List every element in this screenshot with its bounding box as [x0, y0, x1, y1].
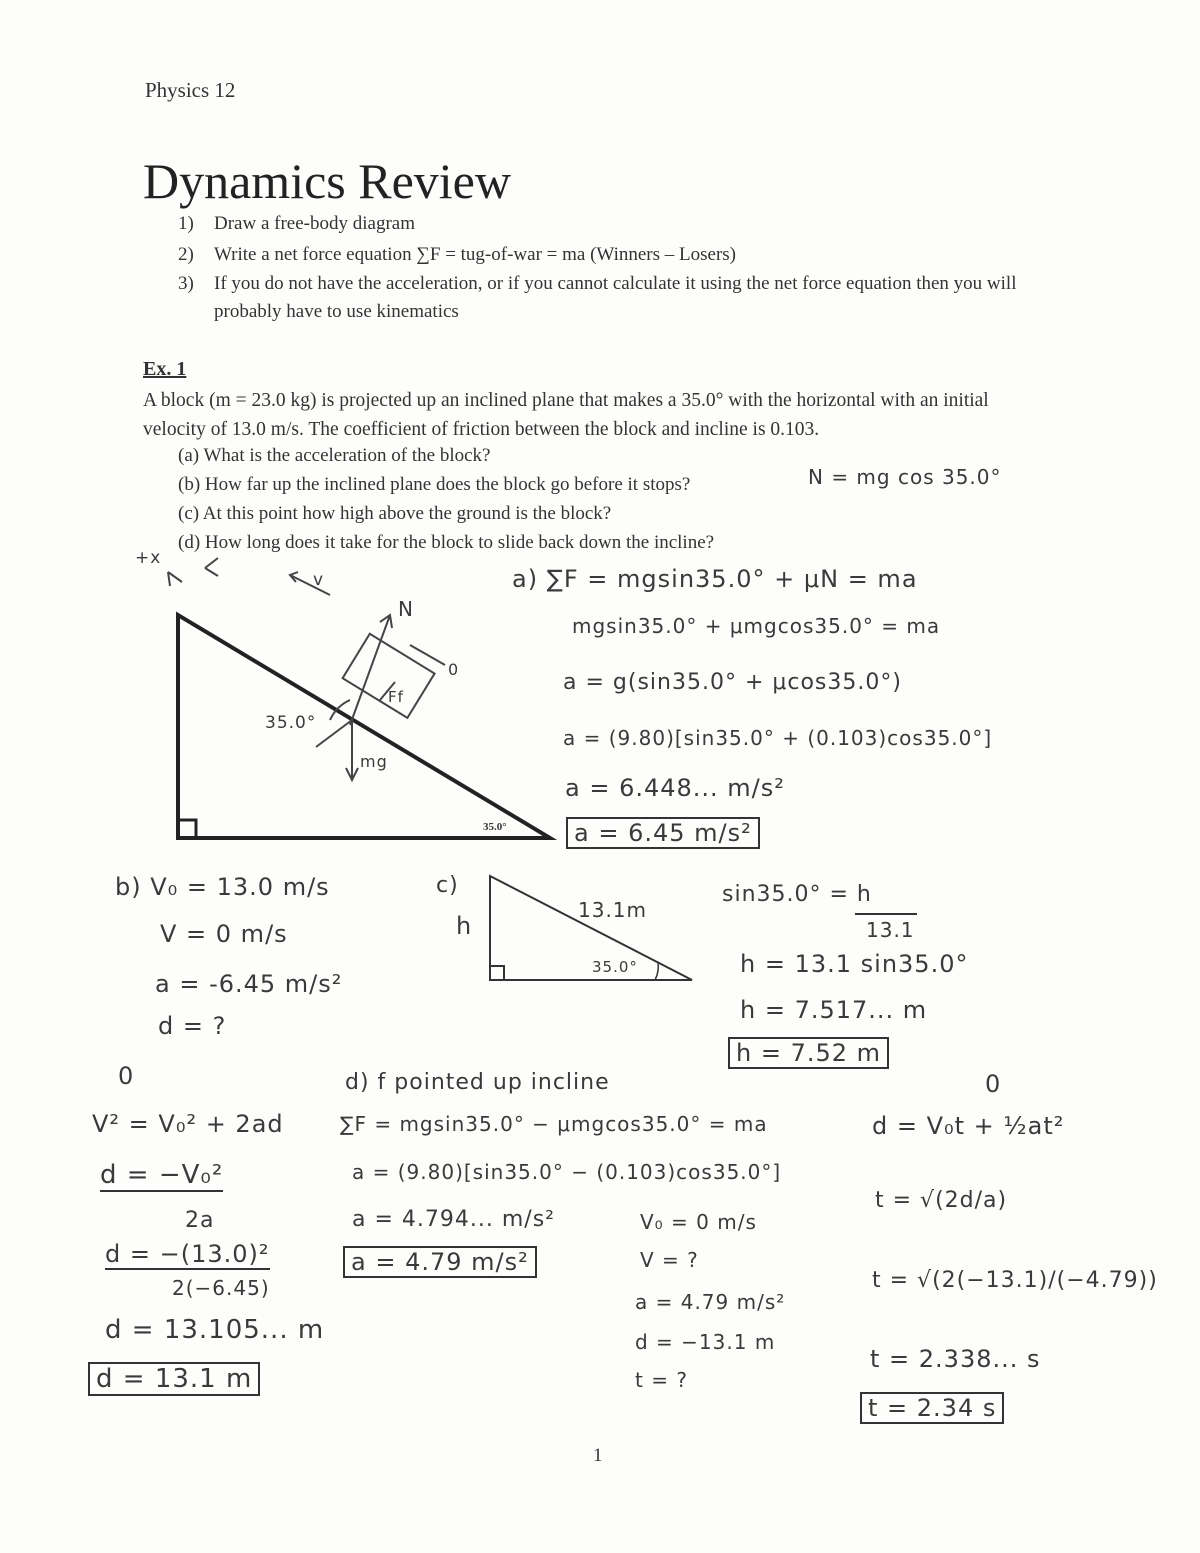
- part-c-label: c): [436, 873, 459, 898]
- axes-arrows: [168, 558, 218, 586]
- part-c-line-1: sin35.0° = h: [722, 882, 872, 907]
- page-title: Dynamics Review: [143, 153, 511, 209]
- axes-label: +x: [135, 548, 162, 568]
- question-d: (d) How long does it take for the block to slide back down the incline?: [178, 532, 715, 553]
- part-a-line-2: mgsin35.0° + μmgcos35.0° = ma: [572, 614, 941, 638]
- step-text: If you do not have the acceleration, or if you cannot calculate it using the net force equation then you will probably have to use kinematics: [214, 273, 1017, 322]
- step-3: [178, 270, 1078, 326]
- part-b-given-3: a = -6.45 m/s²: [155, 970, 343, 998]
- part-d-kin-eq: d = V₀t + ½at²: [872, 1112, 1065, 1140]
- part-d-given-4: d = −13.1 m: [635, 1330, 776, 1354]
- friction-label: Ff: [388, 688, 404, 706]
- friction-arrow: [316, 720, 352, 747]
- fraction-bar: [855, 913, 917, 915]
- part-d-kin-result: t = 2.338... s: [870, 1345, 1041, 1373]
- page-number: 1: [593, 1445, 603, 1466]
- part-d-given-2: V = ?: [640, 1248, 699, 1272]
- hand-angle-label: 35.0°: [265, 713, 317, 733]
- part-d-line-2: ∑F = mgsin35.0° − μmgcos35.0° = ma: [340, 1112, 768, 1136]
- part-d-line-3: a = (9.80)[sin35.0° − (0.103)cos35.0°]: [352, 1160, 782, 1184]
- part-c-hyp-label: 13.1m: [578, 898, 648, 922]
- part-d-kin-t: t = √(2d/a): [875, 1188, 1008, 1213]
- incline-diagram: [120, 550, 570, 850]
- part-a-line-4: a = (9.80)[sin35.0° + (0.103)cos35.0°]: [563, 726, 993, 750]
- question-c: (c) At this point how high above the ground is the block?: [178, 503, 612, 524]
- part-a-line-5: a = 6.448... m/s²: [565, 774, 785, 802]
- part-a-answer: a = 6.45 m/s²: [566, 817, 760, 849]
- question-a: (a) What is the acceleration of the block?: [178, 445, 491, 466]
- part-c-line-3: h = 13.1 sin35.0°: [740, 950, 969, 978]
- part-d-line-1: d) f pointed up incline: [345, 1070, 610, 1095]
- part-b-d-numerator: d = −V₀²: [100, 1160, 224, 1190]
- part-b-sub-numerator: d = −(13.0)²: [105, 1240, 270, 1268]
- part-d-kin-sub: t = √(2(−13.1)/(−4.79)): [872, 1268, 1158, 1293]
- part-b-d-denominator: 2a: [185, 1208, 215, 1233]
- part-c-line-4: h = 7.517... m: [740, 996, 928, 1024]
- part-a-line-3: a = g(sin35.0° + μcos35.0°): [563, 670, 902, 695]
- part-c-line-2: 13.1: [866, 918, 915, 942]
- zero-label: 0: [448, 660, 460, 679]
- step-text: Write a net force equation ∑F = tug-of-war = ma (Winners – Losers): [214, 244, 736, 265]
- normal-force-equation: N = mg cos 35.0°: [808, 465, 1002, 489]
- step-2: [178, 241, 1078, 269]
- part-d-line-4: a = 4.794... m/s²: [352, 1207, 555, 1232]
- example-heading: Ex. 1: [143, 358, 187, 380]
- printed-angle-label: 35.0°: [483, 821, 507, 833]
- part-b-given-1: b) V₀ = 13.0 m/s: [115, 873, 330, 901]
- part-a-line-1: a) ∑F = mgsin35.0° + μN = ma: [512, 565, 918, 593]
- motion-label: v: [313, 570, 325, 590]
- step-number: 2): [178, 244, 194, 265]
- part-c-answer: h = 7.52 m: [728, 1037, 889, 1069]
- incline-triangle: [178, 615, 550, 838]
- step-1: [178, 210, 1078, 238]
- part-b-answer: d = 13.1 m: [88, 1362, 260, 1396]
- right-angle-mark: [178, 820, 196, 838]
- part-c-angle-label: 35.0°: [592, 958, 638, 976]
- part-b-zero: 0: [118, 1062, 135, 1090]
- problem-statement: A block (m = 23.0 kg) is projected up an inclined plane that makes a 35.0° with the horizontal with an initial velocity of 13.0 m/s. The coefficient of friction between the block and incline is 0.103.: [143, 390, 989, 440]
- step-text: Draw a free-body diagram: [214, 213, 415, 234]
- part-d-kin-zero: 0: [985, 1070, 1002, 1098]
- normal-arrow: [350, 615, 390, 725]
- part-b-kinematics: V² = V₀² + 2ad: [92, 1110, 284, 1138]
- part-b-sub-denominator: 2(−6.45): [172, 1276, 270, 1300]
- course-name: Physics 12: [145, 78, 236, 102]
- part-b-result: d = 13.105... m: [105, 1315, 325, 1345]
- part-d-answer: a = 4.79 m/s²: [343, 1246, 537, 1278]
- part-c-h-label: h: [456, 912, 473, 940]
- part-b-given-4: d = ?: [158, 1012, 227, 1040]
- part-d-final-answer: t = 2.34 s: [860, 1392, 1004, 1424]
- part-b-given-2: V = 0 m/s: [160, 920, 288, 948]
- part-d-given-3: a = 4.79 m/s²: [635, 1290, 786, 1314]
- height-triangle: [480, 870, 700, 990]
- step-number: 1): [178, 213, 194, 234]
- part-d-given-5: t = ?: [635, 1368, 688, 1392]
- question-b: (b) How far up the inclined plane does the block go before it stops?: [178, 474, 691, 495]
- step-number: 3): [178, 273, 194, 294]
- weight-label: mg: [360, 752, 388, 771]
- normal-label: N: [398, 597, 414, 621]
- part-d-given-1: V₀ = 0 m/s: [640, 1210, 757, 1234]
